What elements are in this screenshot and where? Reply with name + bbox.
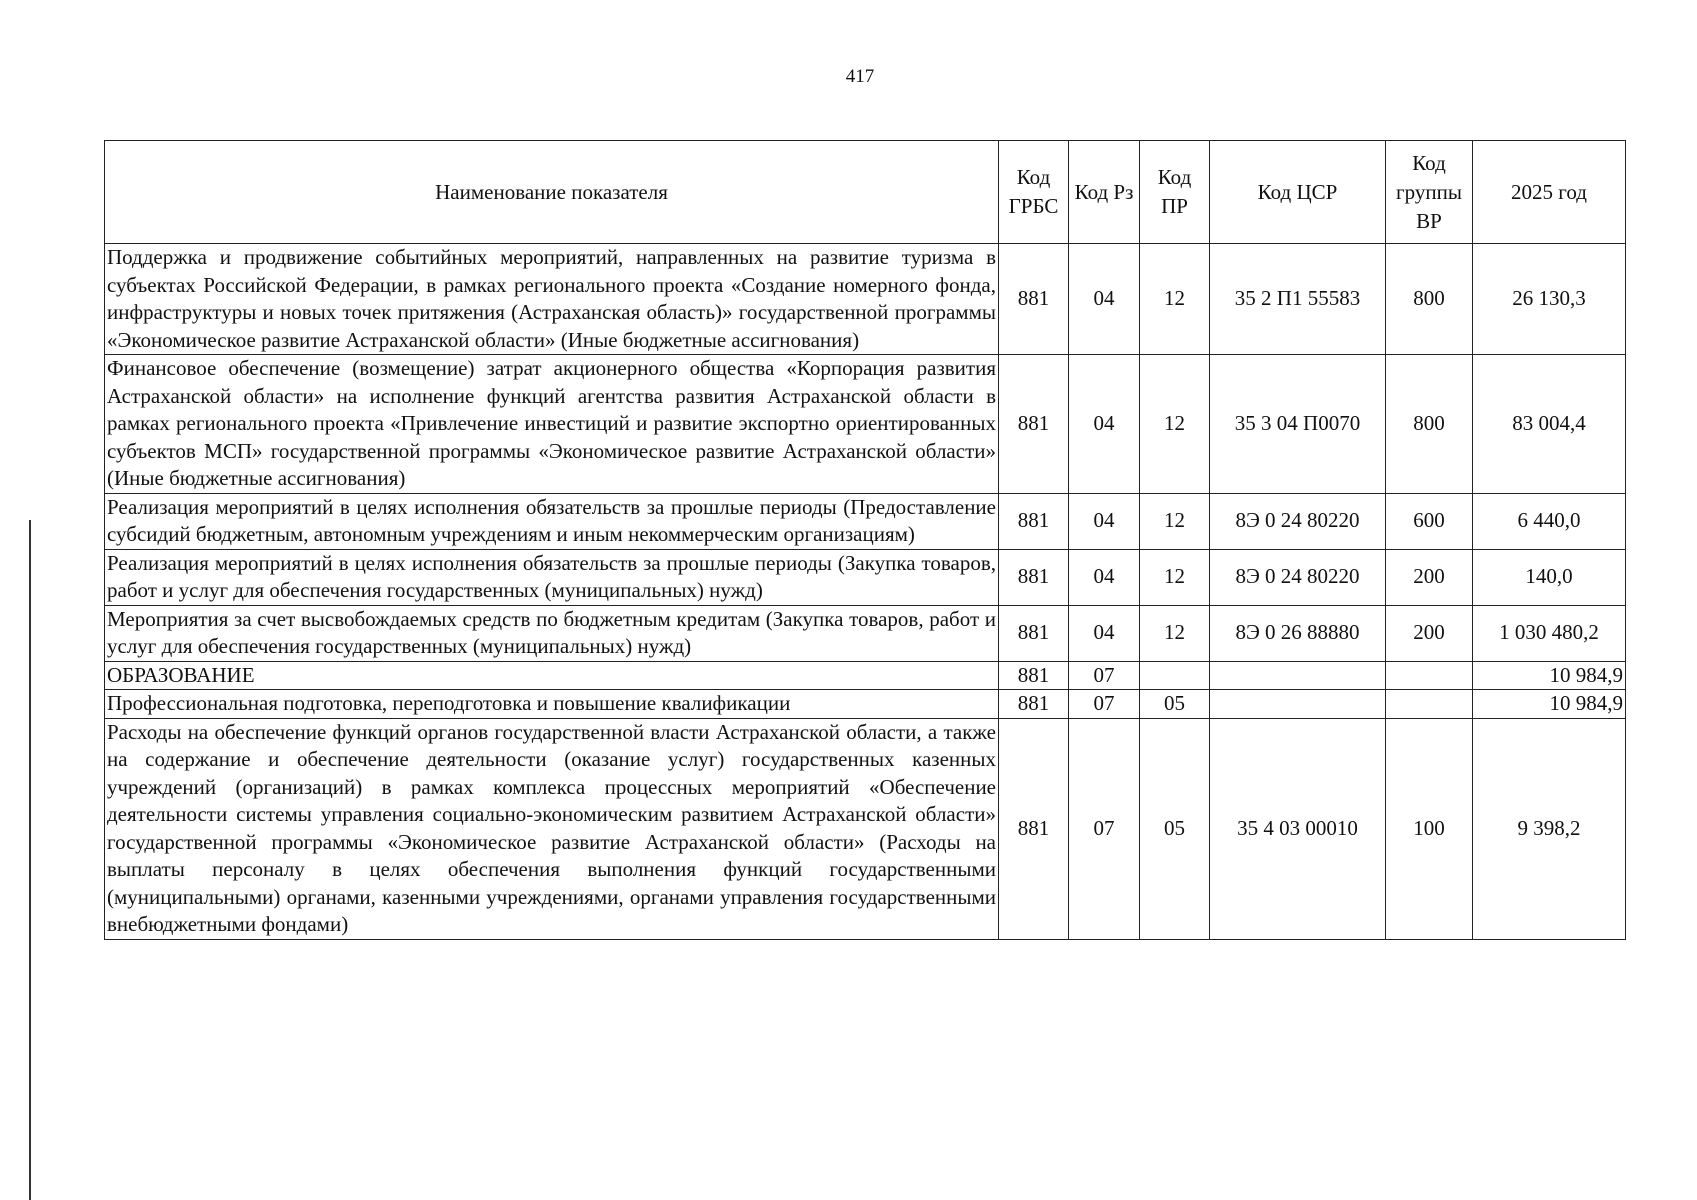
header-pr: Код ПР: [1140, 141, 1210, 244]
row-name: Расходы на обеспечение функций органов государственной власти Астраханской области, а также на содержание и обеспечение деятельности (оказание услуг) государственных казенных учреждений (организаций) в рамках комплекса процессных мероприятий «Обеспечение деятельности системы управления социально-экономическим развитием Астраханской области» государственной программы «Экономическое развитие Астраханской области» (Расходы на выплаты персоналу в целях обеспечения выполнения функций государственными (муниципальными) органами, казенными учреждениями, органами управления государственными внебюджетными фондами): [105, 718, 999, 939]
row-vr: 100: [1386, 718, 1473, 939]
row-csr: 35 4 03 00010: [1210, 718, 1386, 939]
row-amount: 10 984,9: [1473, 661, 1626, 690]
row-csr: 35 3 04 П0070: [1210, 355, 1386, 494]
table-row: [105, 244, 1626, 355]
table-row: [105, 605, 1626, 661]
header-grbs: Код ГРБС: [999, 141, 1069, 244]
table-row: [105, 355, 1626, 494]
row-name: Мероприятия за счет высвобождаемых средств по бюджетным кредитам (Закупка товаров, работ и услуг для обеспечения государственных (муниципальных) нужд): [105, 605, 999, 661]
row-vr: 200: [1386, 605, 1473, 661]
row-rz: 04: [1069, 549, 1140, 605]
row-pr: 12: [1140, 549, 1210, 605]
row-name: Финансовое обеспечение (возмещение) затрат акционерного общества «Корпорация развития Астраханской области» на исполнение функций агентства развития Астраханской области в рамках регионального проекта «Привлечение инвестиций и развитие экспортно ориентированных субъектов МСП» государственной программы «Экономическое развитие Астраханской области» (Иные бюджетные ассигнования): [105, 355, 999, 494]
row-rz: 07: [1069, 661, 1140, 690]
row-pr: 12: [1140, 244, 1210, 355]
row-grbs: 881: [999, 718, 1069, 939]
row-grbs: 881: [999, 493, 1069, 549]
table-row: [105, 690, 1626, 719]
row-name: Реализация мероприятий в целях исполнения обязательств за прошлые периоды (Предоставление субсидий бюджетным, автономным учреждениям и иным некоммерческим организациям): [105, 493, 999, 549]
header-year: 2025 год: [1473, 141, 1626, 244]
row-pr: 12: [1140, 493, 1210, 549]
row-pr: 05: [1140, 690, 1210, 719]
row-csr: [1210, 690, 1386, 719]
row-amount: 1 030 480,2: [1473, 605, 1626, 661]
header-row: [105, 141, 1626, 244]
row-csr: 35 2 П1 55583: [1210, 244, 1386, 355]
row-pr: 12: [1140, 605, 1210, 661]
table-row: [105, 661, 1626, 690]
header-name: Наименование показателя: [105, 141, 999, 244]
row-pr: 05: [1140, 718, 1210, 939]
row-grbs: 881: [999, 661, 1069, 690]
row-vr: [1386, 690, 1473, 719]
row-vr: 800: [1386, 244, 1473, 355]
row-name: Профессиональная подготовка, переподготовка и повышение квалификации: [105, 690, 999, 719]
row-amount: 140,0: [1473, 549, 1626, 605]
table-row: [105, 549, 1626, 605]
row-grbs: 881: [999, 690, 1069, 719]
row-rz: 07: [1069, 718, 1140, 939]
row-amount: 10 984,9: [1473, 690, 1626, 719]
page-number: 417: [845, 66, 875, 87]
row-csr: 8Э 0 24 80220: [1210, 549, 1386, 605]
header-rz: Код Рз: [1069, 141, 1140, 244]
row-amount: 83 004,4: [1473, 355, 1626, 494]
row-csr: [1210, 661, 1386, 690]
row-rz: 04: [1069, 493, 1140, 549]
row-name: ОБРАЗОВАНИЕ: [105, 661, 999, 690]
row-name: Поддержка и продвижение событийных мероприятий, направленных на развитие туризма в субъектах Российской Федерации, в рамках регионального проекта «Создание номерного фонда, инфраструктуры и новых точек притяжения (Астраханская область)» государственной программы «Экономическое развитие Астраханской области» (Иные бюджетные ассигнования): [105, 244, 999, 355]
scan-margin-line: [29, 520, 31, 1200]
table-row: [105, 493, 1626, 549]
row-vr: [1386, 661, 1473, 690]
row-pr: [1140, 661, 1210, 690]
row-grbs: 881: [999, 605, 1069, 661]
row-csr: 8Э 0 24 80220: [1210, 493, 1386, 549]
row-grbs: 881: [999, 244, 1069, 355]
row-amount: 9 398,2: [1473, 718, 1626, 939]
row-amount: 6 440,0: [1473, 493, 1626, 549]
row-vr: 800: [1386, 355, 1473, 494]
row-csr: 8Э 0 26 88880: [1210, 605, 1386, 661]
budget-table: [104, 140, 1626, 940]
row-grbs: 881: [999, 549, 1069, 605]
row-rz: 07: [1069, 690, 1140, 719]
row-rz: 04: [1069, 605, 1140, 661]
row-rz: 04: [1069, 244, 1140, 355]
header-csr: Код ЦСР: [1210, 141, 1386, 244]
row-vr: 200: [1386, 549, 1473, 605]
table-row: [105, 718, 1626, 939]
row-pr: 12: [1140, 355, 1210, 494]
row-grbs: 881: [999, 355, 1069, 494]
row-amount: 26 130,3: [1473, 244, 1626, 355]
header-vr: Код группы ВР: [1386, 141, 1473, 244]
row-vr: 600: [1386, 493, 1473, 549]
row-rz: 04: [1069, 355, 1140, 494]
row-name: Реализация мероприятий в целях исполнения обязательств за прошлые периоды (Закупка товаров, работ и услуг для обеспечения государственных (муниципальных) нужд): [105, 549, 999, 605]
